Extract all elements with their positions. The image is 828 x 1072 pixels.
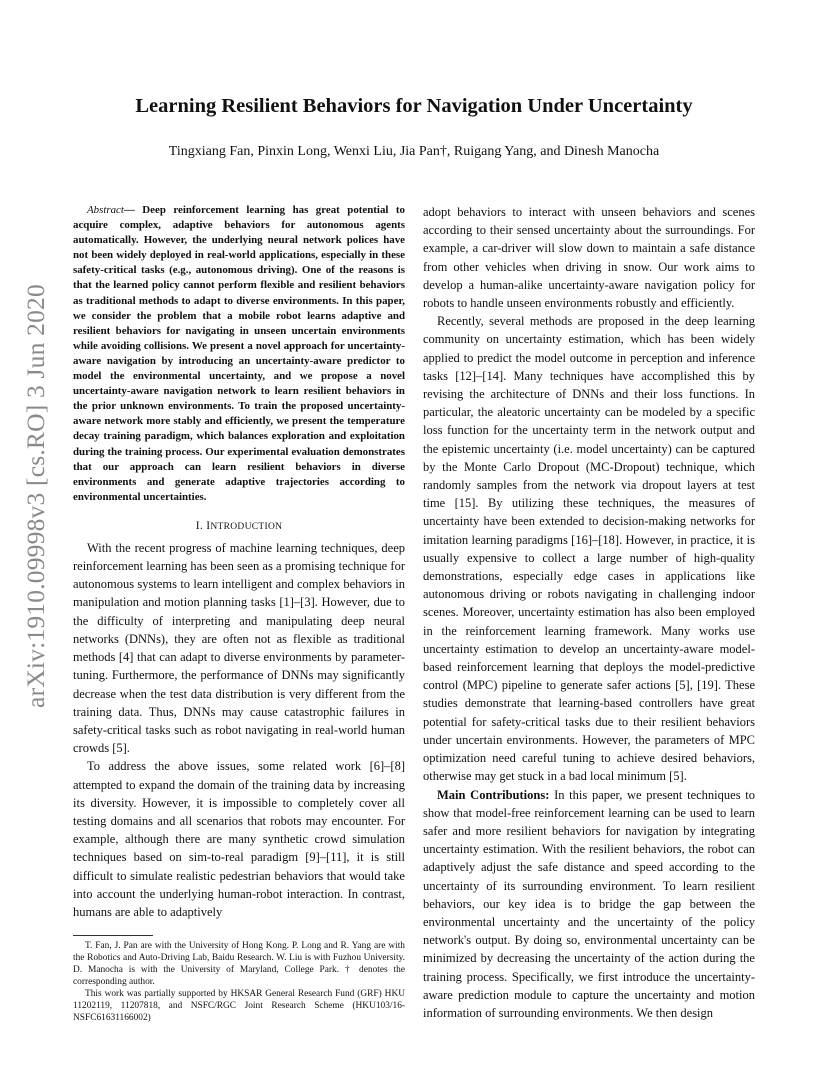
contributions-text: In this paper, we present techniques to show that model-free reinforcement learning can be used to learn safer and more resilient behaviors for navigation by integrating uncertainty estimation. With the resilient behaviors, the robot can adaptively adjust the safe distance and speed according to the uncertainty of its surrounding environment. To learn resilient behaviors, our key idea is to bridge the gap between the environmental uncertainty and the uncertainty of the policy network's output. By doing so, environmental uncertainty can be minimized by decreasing the uncertainty of the action during the training process. Specifically, we first introduce the uncertainty-aware prediction module to capture the uncertainty and motion information of surrounding environments. We then design (423, 787, 755, 1020)
left-column (73, 203, 405, 1024)
abstract-label: Abstract (87, 204, 124, 216)
section-numeral: I. (195, 519, 207, 532)
arxiv-sidebar (16, 284, 56, 708)
section-heading-introduction (73, 520, 405, 532)
paper-title: Learning Resilient Behaviors for Navigation Under Uncertainty (135, 95, 693, 117)
section-initial: I (206, 519, 211, 532)
intro-paragraph-continued: adopt behaviors to interact with unseen behaviors and scenes according to their sensed uncertainty about the surroundings. For example, a car-driver will slow down to maintain a safe distance from other vehicles when driving in snow. Our work aims to develop a human-alike uncertainty-aware navigation policy for robots to handle unseen environments robustly and efficiently. (423, 205, 755, 311)
affiliation-footnote: T. Fan, J. Pan are with the University of Hong Kong. P. Long and R. Yang are with the Robotics and Auto-Driving Lab, Baidu Research. W. Liu is with Fuzhou University. D. Manocha is with the University of Maryland, College Park. † denotes the corresponding author. (73, 941, 405, 988)
contributions-label: Main Contributions: (437, 787, 550, 802)
funding-footnote: This work was partially supported by HKSAR General Research Fund (GRF) HKU 11202119, 11207818, and NSFC/RGC Joint Research Scheme (HKU103/16-NSFC61631166002) (73, 989, 405, 1024)
arxiv-identifier: arXiv:1910.09998v3 [cs.RO] 3 Jun 2020 (21, 284, 50, 708)
footnote-rule (73, 935, 153, 936)
intro-paragraph-1: With the recent progress of machine learning techniques, deep reinforcement learning has been seen as a promising technique for autonomous systems to learn intelligent and complex behaviors in manipulation and motion planning tasks [1]–[3]. However, due to the difficulty of interpreting and manipulating deep neural networks (DNNs), they are often not as flexible as traditional methods [4] that can adapt to diverse environments by parameter-tuning. Furthermore, the performance of DNNs may significantly decrease when the test data distribution is very different from the training data. Thus, DNNs may cause catastrophic failures in safety-critical tasks such as robot navigating in real-world human crowds [5]. (73, 540, 405, 756)
section-title-rest: NTRODUCTION (210, 521, 283, 532)
contributions-paragraph (423, 786, 755, 1023)
intro-paragraph-2: To address the above issues, some related work [6]–[8] attempted to expand the domain of the training data by increasing its diversity. However, it is impossible to completely cover all testing domains and all scenarios that robots may encounter. For example, although there are many synthetic crowd simulation techniques based on sim-to-real paradigm [9]–[11], it is still difficult to simulate realistic pedestrian behaviors that would take into account the underlying human-robot interaction. In contrast, humans are able to adaptively (73, 759, 405, 919)
abstract (73, 203, 405, 505)
intro-paragraph-3: Recently, several methods are proposed in the deep learning community on uncertainty estimation, which has been widely applied to predict the model outcome in perception and inference tasks [12]–[14]. Many techniques have accomplished this by revising the architecture of DNNs and their loss functions. In particular, the aleatoric uncertainty can be modeled by a specific loss function for the uncertainty term in the network output and the epistemic uncertainty (i.e. model uncertainty) can be captured by the Monte Carlo Dropout (MC-Dropout) technique, which randomly samples from the network via dropout layers at test time [15]. By utilizing these techniques, the measures of uncertainty have been extended to decision-making networks for imitation learning paradigms [16]–[18]. However, in practice, it is usually expensive to collect a large number of high-quality demonstrations, especially edge cases in applications like autonomous driving or robots navigating in challenging indoor scenes. Moreover, uncertainty estimation has also been employed in the reinforcement learning framework. Many works use uncertainty estimation to develop an uncertainty-aware model-based reinforcement learning that deploys the model-predictive control (MPC) pipeline to generate safer actions [5], [19]. These studies demonstrate that learning-based controllers have great potential for safety-critical tasks due to their resilient behaviors under uncertain environments. However, the parameters of MPC optimization need careful tuning to achieve desired behaviors, otherwise may get stuck in a bad local minimum [5]. (423, 314, 755, 784)
author-list: Tingxiang Fan, Pinxin Long, Wenxi Liu, Jia Pan†, Ruigang Yang, and Dinesh Manocha (168, 144, 660, 159)
right-column (423, 203, 755, 1022)
abstract-text: — Deep reinforcement learning has great potential to acquire complex, adaptive behaviors for autonomous agents automatically. However, the underlying neural network polices have not been widely deployed in real-world applications, especially in these safety-critical tasks (e.g., autonomous driving). One of the reasons is that the learned policy cannot perform flexible and resilient behaviors as traditional methods to adapt to diverse environments. In this paper, we consider the problem that a mobile robot learns adaptive and resilient behaviors for navigating in unseen uncertain environments while avoiding collisions. We present a novel approach for uncertainty-aware navigation by introducing an uncertainty-aware predictor to model the environmental uncertainty, and we propose a novel uncertainty-aware navigation network to learn resilient behaviors in the prior unknown environments. To train the proposed uncertainty-aware network more stably and efficiently, we present the temperature decay training paradigm, which balances exploration and exploitation during the training process. Our experimental evaluation demonstrates that our approach can learn resilient behaviors in diverse environments and generate adaptive trajectories according to environmental uncertainties. (73, 204, 405, 503)
